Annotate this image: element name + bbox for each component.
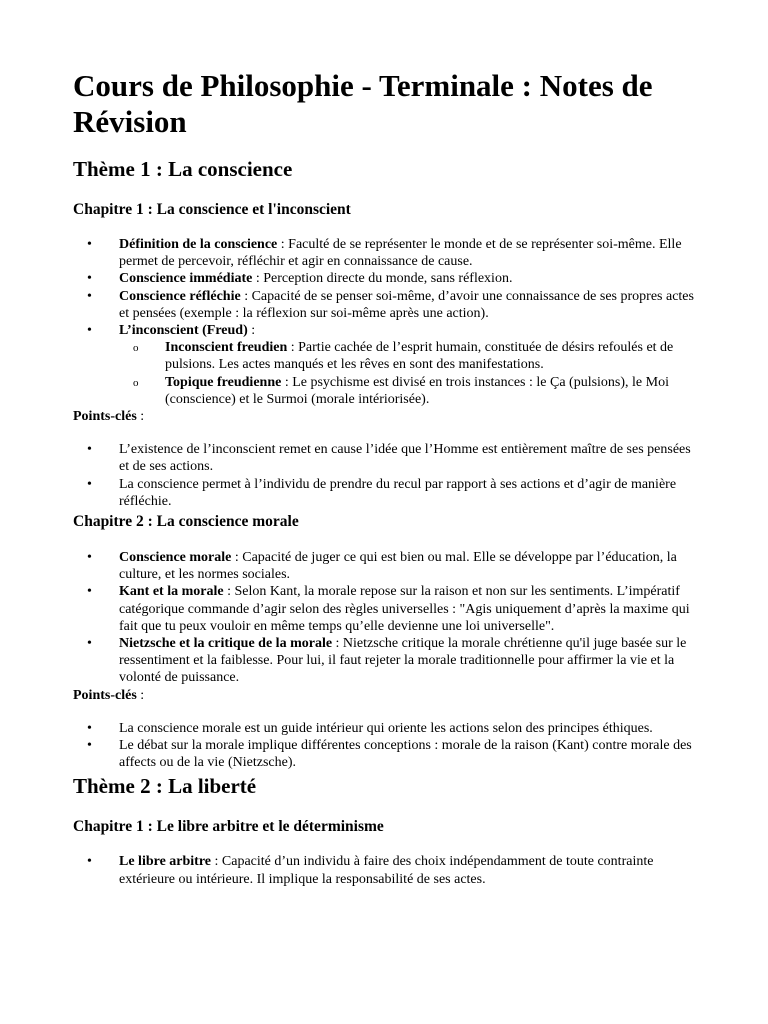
theme-heading: Thème 2 : La liberté [73, 774, 257, 799]
list-item: • La conscience morale est un guide intérieur qui oriente les actions selon des principes éthiques. [87, 720, 653, 736]
bullet-icon: • [87, 584, 92, 600]
bullet-icon: • [87, 720, 92, 736]
page-title: Cours de Philosophie - Terminale : Notes de Révision [73, 68, 653, 139]
list-item [73, 270, 703, 287]
term: Topique freudienne [165, 374, 282, 390]
list-item [73, 549, 703, 583]
term: Kant et la morale [119, 584, 224, 600]
list-item [73, 635, 703, 687]
sub-list-item [119, 339, 703, 373]
term: Conscience immédiate [119, 271, 253, 287]
definitions-list [73, 236, 703, 408]
list-item: • Le débat sur la morale implique différentes conceptions : morale de la raison (Kant) contre morale des affects ou de la vie (Nietzsche). [87, 738, 692, 771]
term: Inconscient freudien [165, 340, 288, 356]
document-page [73, 68, 703, 888]
definition: : Nietzsche critique la morale chrétienne qu'il juge basée sur le ressentiment et la faiblesse. Pour lui, il faut rejeter la morale traditionnelle pour affirmer la vie et la volonté de puissance. [119, 636, 687, 686]
definition: : Perception directe du monde, sans réflexion. [252, 271, 513, 287]
chapter-heading: Chapitre 1 : La conscience et l'inconscient [73, 201, 351, 218]
key-points-list [73, 441, 703, 510]
bullet-icon: • [87, 476, 92, 492]
term: Conscience réfléchie [119, 288, 241, 304]
key-points-list [73, 720, 703, 772]
definition: : [247, 323, 256, 339]
definitions-list [73, 853, 703, 887]
list-item [73, 236, 703, 270]
term: Le libre arbitre [119, 854, 212, 870]
bullet-icon: • [87, 271, 92, 287]
definition: : Partie cachée de l’esprit humain, constituée de désirs refoulés et de pulsions. Les actes manqués et les rêves en sont des manifestations. [165, 340, 674, 373]
key-points-label: Points-clés : [73, 687, 145, 703]
definitions-list [73, 549, 703, 687]
circle-bullet-icon: o [133, 376, 139, 389]
key-points-label: Points-clés : [73, 409, 145, 425]
definition: : Capacité d’un individu à faire des choix indépendamment de toute contrainte extérieure ou intérieure. Il implique la responsabilité de ses actes. [119, 854, 654, 887]
sub-list [119, 339, 703, 408]
term: Conscience morale [119, 550, 232, 566]
definition: : Capacité de juger ce qui est bien ou mal. Elle se développe par l’éducation, la culture, et les normes sociales. [119, 550, 677, 583]
bullet-icon: • [87, 550, 92, 566]
list-item [73, 853, 703, 887]
bullet-icon: • [87, 854, 92, 870]
bullet-icon: • [87, 288, 92, 304]
chapter-heading: Chapitre 2 : La conscience morale [73, 513, 299, 531]
term: Nietzsche et la critique de la morale [119, 636, 333, 652]
definition: : Capacité de se penser soi-même, d’avoir une connaissance de ses propres actes et pensées (exemple : la réflexion sur soi-même après une action). [119, 288, 694, 321]
term: L’inconscient (Freud) [119, 323, 248, 339]
list-item: • La conscience permet à l’individu de prendre du recul par rapport à ses actions et d’agir de manière réfléchie. [87, 476, 677, 509]
bullet-icon: • [87, 323, 92, 339]
definition: : Le psychisme est divisé en trois instances : le Ça (pulsions), le Moi (conscience) et le Surmoi (morale intériorisée). [165, 374, 669, 407]
list-item [73, 583, 703, 635]
list-item [73, 322, 703, 408]
definition: : Selon Kant, la morale repose sur la raison et non sur les sentiments. L’impératif catégorique commande d’agir selon des règles universelles : "Agis uniquement d’après la maxime qui fait que tu peux vouloir en même temps qu’elle devienne une loi universelle". [119, 584, 690, 634]
list-item: • L’existence de l’inconscient remet en cause l’idée que l’Homme est entièrement maître de ses pensées et de ses actions. [87, 442, 691, 475]
theme-heading: Thème 1 : La conscience [73, 157, 293, 181]
bullet-icon: • [87, 636, 92, 652]
sub-list-item [119, 374, 703, 408]
circle-bullet-icon: o [133, 342, 139, 355]
term: Définition de la conscience [119, 237, 278, 252]
definition: : Faculté de se représenter le monde et de se représenter soi-même. Elle permet de percevoir, réfléchir et agir en connaissance de cause. [119, 237, 682, 270]
list-item [73, 288, 703, 322]
chapter-heading: Chapitre 1 : Le libre arbitre et le déterminisme [73, 818, 384, 836]
bullet-icon: • [87, 738, 92, 754]
bullet-icon: • [87, 442, 92, 458]
bullet-icon: • [87, 237, 92, 252]
